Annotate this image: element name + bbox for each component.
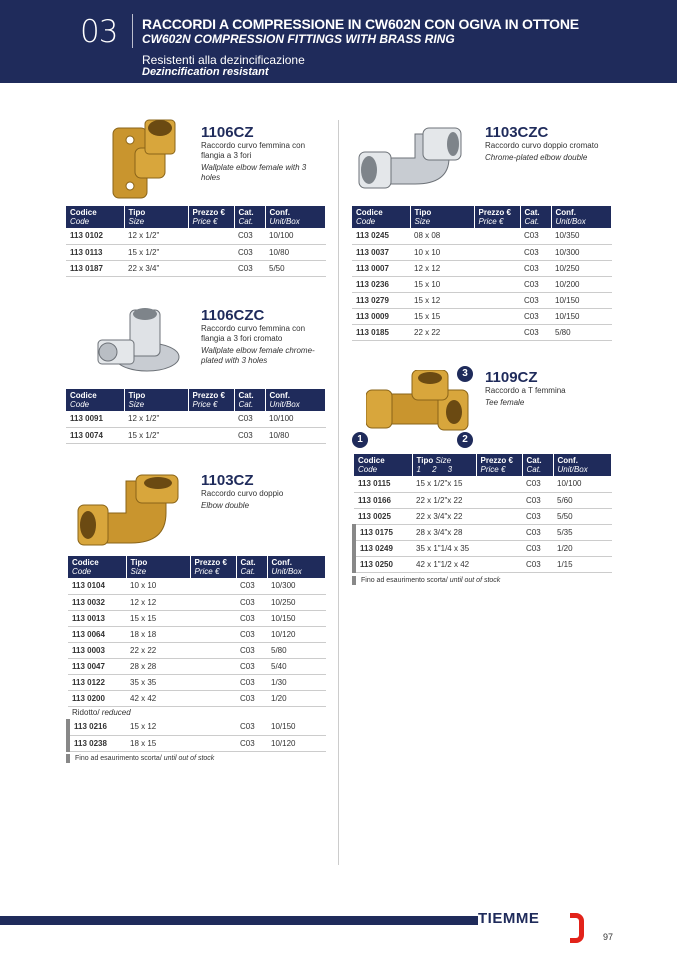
table-cell: C03 [236, 658, 267, 674]
table-cell: 113 0216 [68, 719, 126, 735]
table-cell: 5/60 [553, 492, 612, 508]
table-header [68, 556, 326, 578]
product-desc-it: Raccordo curvo doppio cromato [485, 141, 599, 150]
header-title: RACCORDI A COMPRESSIONE IN CW602N CON OGIVA IN OTTONE [142, 16, 579, 32]
table-cell: 15 x 15 [410, 308, 474, 324]
column-header: Conf. Unit/Box [265, 206, 326, 228]
brand-logo-mark [570, 913, 584, 943]
table-cell: 12 x 12 [410, 260, 474, 276]
column-header: Cat. Cat. [236, 556, 267, 578]
table-cell: C03 [522, 556, 553, 572]
header-subtitle-en: Dezincification resistant [142, 66, 269, 78]
table-cell: C03 [236, 690, 267, 706]
chapter-number: 03 [80, 14, 118, 50]
table-cell: C03 [522, 508, 553, 524]
product-code: 1103CZC [485, 124, 549, 141]
header-divider [132, 14, 133, 48]
table-cell: 113 0074 [66, 427, 124, 443]
table-cell: C03 [520, 276, 551, 292]
stock-note-text-en: until out of stock [163, 755, 215, 762]
table-header [352, 206, 612, 228]
table-cell: 08 x 08 [410, 228, 474, 244]
table-cell [474, 228, 520, 244]
table-row [352, 276, 612, 292]
table-cell: 5/35 [553, 524, 612, 540]
table-cell [476, 476, 522, 492]
stock-note-text: Fino ad esaurimento scorta/ [361, 577, 448, 584]
table-cell [190, 658, 236, 674]
column-header: Prezzo € Price € [188, 389, 234, 411]
table-cell [474, 292, 520, 308]
table-cell: 22 x 22 [126, 642, 190, 658]
table-header [66, 389, 326, 411]
stock-note-text: Fino ad esaurimento scorta/ [75, 755, 162, 762]
table-cell: 113 0187 [66, 260, 124, 276]
table-cell: 113 0007 [352, 260, 410, 276]
table-cell [190, 626, 236, 642]
product-desc-it: Raccordo curvo femmina con flangia a 3 fori cromato [201, 324, 306, 343]
table-cell: 10/120 [267, 626, 326, 642]
table-row [68, 674, 326, 690]
table-cell: 10/250 [267, 594, 326, 610]
table-row [354, 524, 612, 540]
stock-note-text-en: until out of stock [449, 577, 501, 584]
table-cell: 10/150 [267, 610, 326, 626]
table-cell: 1/15 [553, 556, 612, 572]
table-cell: 1/30 [267, 674, 326, 690]
table-cell: 5/50 [265, 260, 326, 276]
table-cell [190, 578, 236, 594]
table-cell: 113 0009 [352, 308, 410, 324]
page-number: 97 [603, 932, 614, 942]
table-cell: 15 x 15 [126, 610, 190, 626]
table-cell: 28 x 3/4"x 28 [412, 524, 476, 540]
table-row [352, 292, 612, 308]
table-cell: 113 0238 [68, 735, 126, 751]
table-cell: 113 0166 [354, 492, 412, 508]
header-subtitle: Resistenti alla dezincificazione [142, 53, 305, 67]
table-cell: C03 [520, 324, 551, 340]
table-cell: 113 0047 [68, 658, 126, 674]
table-row [66, 260, 326, 276]
table-cell: C03 [236, 578, 267, 594]
table-cell: 12 x 1/2" [124, 411, 188, 427]
table-row [352, 308, 612, 324]
badge-1: 1 [352, 432, 368, 448]
column-header: Prezzo € Price € [474, 206, 520, 228]
reduced-label: Ridotto/ reduced [72, 708, 131, 718]
column-header: Tipo Size [124, 206, 188, 228]
badge-2: 2 [457, 432, 473, 448]
product-image-1106cz [105, 118, 190, 200]
table-cell: C03 [522, 476, 553, 492]
column-header: Conf. Unit/Box [267, 556, 326, 578]
table-cell [474, 244, 520, 260]
table-row [352, 260, 612, 276]
table-row [66, 427, 326, 443]
table-row [68, 578, 326, 594]
table-cell: 10/300 [267, 578, 326, 594]
header-title-en: CW602N COMPRESSION FITTINGS WITH BRASS RING [142, 32, 455, 46]
table-cell [190, 642, 236, 658]
reduced-label-row [68, 706, 326, 719]
product-1109cz [485, 369, 635, 408]
table-row [66, 411, 326, 427]
table-row [352, 324, 612, 340]
table-row [354, 476, 612, 492]
table-cell: C03 [520, 228, 551, 244]
table-cell: C03 [236, 719, 267, 735]
footer-bar [0, 916, 478, 925]
column-header: Tipo Size [126, 556, 190, 578]
table-cell: C03 [522, 524, 553, 540]
table-cell: 10/80 [265, 244, 326, 260]
product-1103czc [485, 124, 635, 163]
product-desc-en: Wallplate elbow female with 3 holes [201, 163, 307, 182]
column-divider [338, 120, 339, 865]
table-cell: C03 [236, 610, 267, 626]
table-cell [474, 308, 520, 324]
table-cell: 15 x 12 [410, 292, 474, 308]
table-cell [190, 674, 236, 690]
table-cell: 5/80 [551, 324, 612, 340]
stock-note [66, 754, 214, 763]
product-code: 1106CZC [201, 307, 265, 324]
table-cell: C03 [234, 427, 265, 443]
table-row [354, 508, 612, 524]
column-header: Codice Code [68, 556, 126, 578]
table-cell: 10/200 [551, 276, 612, 292]
column-header: Cat. Cat. [234, 206, 265, 228]
table-cell [474, 276, 520, 292]
table-cell [188, 260, 234, 276]
table-cell: C03 [520, 308, 551, 324]
column-header: Prezzo € Price € [190, 556, 236, 578]
table-cell [474, 260, 520, 276]
table-cell: C03 [234, 244, 265, 260]
table-cell: C03 [236, 642, 267, 658]
table-cell: 22 x 22 [410, 324, 474, 340]
table-cell: 5/50 [553, 508, 612, 524]
product-code: 1109CZ [485, 369, 538, 386]
table-row [68, 735, 326, 751]
product-image-1103cz [76, 473, 186, 548]
table-cell: 1/20 [553, 540, 612, 556]
table-cell [190, 690, 236, 706]
table-cell: 113 0249 [354, 540, 412, 556]
table-1106cz [66, 206, 326, 277]
table-cell: 22 x 1/2"x 22 [412, 492, 476, 508]
product-image-1103czc [355, 124, 467, 196]
table-header [66, 206, 326, 228]
table-cell: 113 0025 [354, 508, 412, 524]
table-cell: 10/100 [265, 411, 326, 427]
table-header [354, 454, 612, 476]
table-cell [476, 556, 522, 572]
table-cell: 113 0175 [354, 524, 412, 540]
table-row [66, 228, 326, 244]
table-cell: 113 0250 [354, 556, 412, 572]
table-cell: 113 0102 [66, 228, 124, 244]
table-cell: 10/100 [265, 228, 326, 244]
table-cell: 22 x 3/4"x 22 [412, 508, 476, 524]
column-header: Cat. Cat. [520, 206, 551, 228]
table-1109cz [352, 454, 612, 573]
table-cell: 42 x 1"1/2 x 42 [412, 556, 476, 572]
table-row [68, 610, 326, 626]
table-cell [476, 540, 522, 556]
table-cell: C03 [234, 411, 265, 427]
table-cell: 28 x 28 [126, 658, 190, 674]
table-row [68, 690, 326, 706]
table-cell: 10/150 [267, 719, 326, 735]
product-code: 1103CZ [201, 472, 254, 489]
column-header: Cat. Cat. [522, 454, 553, 476]
product-image-1106czc [92, 302, 192, 382]
table-cell: C03 [234, 260, 265, 276]
column-header: Cat. Cat. [234, 389, 265, 411]
table-cell: 10 x 10 [126, 578, 190, 594]
table-cell: 113 0122 [68, 674, 126, 690]
table-cell: 35 x 35 [126, 674, 190, 690]
table-cell: 10/120 [267, 735, 326, 751]
table-1103cz [66, 556, 326, 752]
column-header: Prezzo € Price € [188, 206, 234, 228]
table-1103czc [352, 206, 612, 341]
table-cell: 113 0185 [352, 324, 410, 340]
table-cell: 113 0115 [354, 476, 412, 492]
table-1106czc [66, 389, 326, 444]
product-desc-en: Tee female [485, 398, 525, 407]
table-cell: 10/150 [551, 308, 612, 324]
product-code: 1106CZ [201, 124, 254, 141]
table-cell: 15 x 1/2" [124, 244, 188, 260]
table-cell: 113 0032 [68, 594, 126, 610]
table-cell: 18 x 15 [126, 735, 190, 751]
product-desc-it: Raccordo a T femmina [485, 386, 566, 395]
table-cell [474, 324, 520, 340]
table-cell: 113 0091 [66, 411, 124, 427]
table-cell: C03 [520, 292, 551, 308]
page-header [0, 0, 677, 83]
table-cell: 113 0200 [68, 690, 126, 706]
table-cell: 113 0245 [352, 228, 410, 244]
table-cell: 10/100 [553, 476, 612, 492]
table-row [352, 244, 612, 260]
table-cell: C03 [236, 594, 267, 610]
table-cell: C03 [520, 260, 551, 276]
table-cell: 15 x 12 [126, 719, 190, 735]
table-cell: 12 x 12 [126, 594, 190, 610]
table-cell [188, 427, 234, 443]
badge-3: 3 [457, 366, 473, 382]
table-cell: C03 [236, 626, 267, 642]
table-cell: 15 x 10 [410, 276, 474, 292]
table-cell: 22 x 3/4" [124, 260, 188, 276]
table-cell: 10/150 [551, 292, 612, 308]
table-row [68, 658, 326, 674]
table-row [354, 540, 612, 556]
table-cell: 113 0236 [352, 276, 410, 292]
column-header: Codice Code [66, 389, 124, 411]
table-cell: 10/80 [265, 427, 326, 443]
table-cell: 113 0279 [352, 292, 410, 308]
column-header: Conf. Unit/Box [553, 454, 612, 476]
table-cell: C03 [236, 735, 267, 751]
table-cell [476, 492, 522, 508]
table-cell: 1/20 [267, 690, 326, 706]
product-desc-it: Raccordo curvo femmina con flangia a 3 fori [201, 141, 306, 160]
table-row [68, 642, 326, 658]
stock-note [352, 576, 500, 585]
product-image-1109cz [366, 370, 470, 442]
table-cell [188, 411, 234, 427]
column-header: Tipo Size [410, 206, 474, 228]
column-header: Codice Code [352, 206, 410, 228]
table-cell: 15 x 1/2"x 15 [412, 476, 476, 492]
product-desc-en: Wallplate elbow female chrome-plated with 3 holes [201, 346, 315, 365]
table-cell: 18 x 18 [126, 626, 190, 642]
table-cell: C03 [234, 228, 265, 244]
table-row [66, 244, 326, 260]
table-cell: C03 [522, 540, 553, 556]
product-desc-it: Raccordo curvo doppio [201, 489, 284, 498]
table-cell: 113 0064 [68, 626, 126, 642]
table-cell: 35 x 1"1/4 x 35 [412, 540, 476, 556]
product-desc-en: Elbow double [201, 501, 250, 510]
table-cell: C03 [236, 674, 267, 690]
table-cell [476, 524, 522, 540]
column-header: Tipo Size [124, 389, 188, 411]
product-1106cz [201, 124, 321, 183]
table-cell: 113 0104 [68, 578, 126, 594]
table-cell [190, 735, 236, 751]
table-cell [188, 244, 234, 260]
table-cell: C03 [522, 492, 553, 508]
table-cell: 10/350 [551, 228, 612, 244]
table-cell: C03 [520, 244, 551, 260]
table-row [354, 556, 612, 572]
table-cell [188, 228, 234, 244]
table-cell: 10 x 10 [410, 244, 474, 260]
table-row [68, 594, 326, 610]
table-cell: 113 0113 [66, 244, 124, 260]
column-header: Conf. Unit/Box [265, 389, 326, 411]
table-cell: 15 x 1/2" [124, 427, 188, 443]
column-header: Codice Code [66, 206, 124, 228]
table-cell: 10/250 [551, 260, 612, 276]
table-row [68, 626, 326, 642]
brand-logo: TIEMME [478, 910, 540, 927]
table-cell: 12 x 1/2" [124, 228, 188, 244]
column-header: Tipo Size 1 2 3 [412, 454, 476, 476]
table-cell [190, 610, 236, 626]
table-row [354, 492, 612, 508]
column-header: Prezzo € Price € [476, 454, 522, 476]
table-cell: 42 x 42 [126, 690, 190, 706]
table-cell: 113 0037 [352, 244, 410, 260]
column-header: Codice Code [354, 454, 412, 476]
column-header: Conf. Unit/Box [551, 206, 612, 228]
table-cell [190, 719, 236, 735]
table-cell [190, 594, 236, 610]
table-row [68, 719, 326, 735]
product-desc-en: Chrome-plated elbow double [485, 153, 588, 162]
product-1106czc [201, 307, 326, 366]
table-cell: 113 0013 [68, 610, 126, 626]
table-cell [476, 508, 522, 524]
table-cell: 113 0003 [68, 642, 126, 658]
table-cell: 5/80 [267, 642, 326, 658]
table-cell: 5/40 [267, 658, 326, 674]
table-cell: 10/300 [551, 244, 612, 260]
product-1103cz [201, 472, 326, 511]
table-row [352, 228, 612, 244]
